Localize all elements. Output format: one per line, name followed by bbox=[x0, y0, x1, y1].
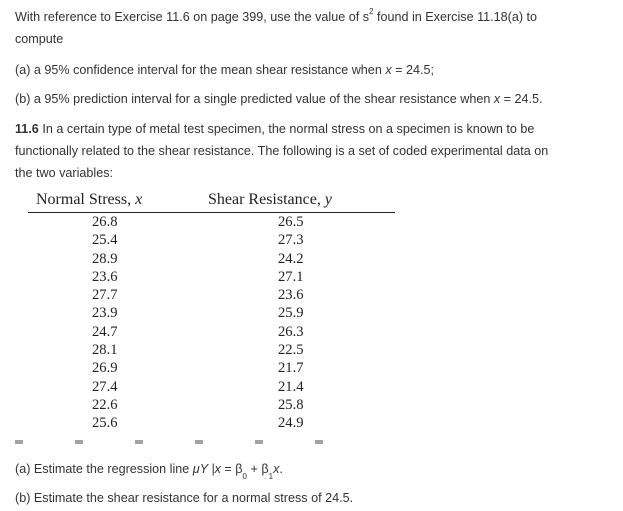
s-squared-superscript: 2 bbox=[369, 6, 374, 16]
shear-resistance-value: 21.4 bbox=[278, 378, 304, 395]
mu-y-given-x: μY |x bbox=[192, 462, 221, 476]
normal-stress-value: 26.9 bbox=[92, 360, 118, 377]
beta-one: + β bbox=[247, 462, 269, 476]
beta-zero: = β bbox=[220, 462, 243, 476]
clipped-text-remnant bbox=[15, 440, 355, 444]
header-y-label: Shear Resistance, bbox=[208, 191, 325, 208]
shear-resistance-value: 25.8 bbox=[278, 396, 304, 413]
exercise-line-1 bbox=[15, 118, 615, 140]
question-a-text bbox=[15, 458, 615, 480]
table-row bbox=[28, 213, 395, 231]
part-a-suffix: = 24.5; bbox=[391, 63, 434, 77]
part-a-text bbox=[15, 59, 615, 81]
intro-line-2: compute bbox=[15, 32, 64, 46]
table-row bbox=[28, 304, 395, 322]
table-body bbox=[28, 213, 395, 433]
table-row bbox=[28, 268, 395, 286]
data-table bbox=[28, 190, 395, 433]
intro-text-start: With reference to Exercise 11.6 on page 399, use the value of s bbox=[15, 10, 370, 24]
normal-stress-value: 24.7 bbox=[92, 323, 118, 340]
table-row bbox=[28, 378, 395, 396]
shear-resistance-value: 23.6 bbox=[278, 287, 304, 304]
part-b-prefix: (b) a 95% prediction interval for a single predicted value of the shear resistance when bbox=[15, 92, 494, 106]
normal-stress-value: 23.9 bbox=[92, 305, 118, 322]
normal-stress-value: 25.4 bbox=[92, 232, 118, 249]
header-x-variable: x bbox=[135, 191, 143, 208]
header-y-variable: y bbox=[324, 191, 332, 208]
shear-resistance-value: 25.9 bbox=[278, 305, 304, 322]
exercise-text-1: In a certain type of metal test specimen, the normal stress on a specimen is known to be bbox=[38, 122, 535, 136]
shear-resistance-value: 24.9 bbox=[278, 415, 304, 432]
shear-resistance-value: 26.3 bbox=[278, 323, 304, 340]
part-b-variable: x bbox=[493, 92, 501, 106]
table-row bbox=[28, 231, 395, 249]
part-a-prefix: (a) a 95% confidence interval for the mean shear resistance when bbox=[15, 63, 386, 77]
normal-stress-value: 25.6 bbox=[92, 415, 118, 432]
table-row bbox=[28, 396, 395, 414]
table-row bbox=[28, 359, 395, 377]
intro-paragraph bbox=[15, 6, 615, 50]
shear-resistance-value: 22.5 bbox=[278, 342, 304, 359]
shear-resistance-value: 26.5 bbox=[278, 214, 304, 230]
exercise-paragraph bbox=[15, 118, 615, 184]
table-row bbox=[28, 414, 395, 432]
table-row bbox=[28, 323, 395, 341]
part-a-variable: x bbox=[385, 63, 392, 77]
table-row bbox=[28, 250, 395, 268]
part-b-text bbox=[15, 88, 615, 110]
normal-stress-value: 28.9 bbox=[92, 250, 118, 267]
question-a-period: . bbox=[279, 462, 283, 476]
table-header bbox=[28, 190, 395, 213]
normal-stress-value: 23.6 bbox=[92, 268, 118, 285]
part-b-suffix: = 24.5. bbox=[500, 92, 543, 106]
normal-stress-value: 27.4 bbox=[92, 378, 118, 395]
shear-resistance-value: 24.2 bbox=[278, 250, 304, 267]
beta-zero-subscript: 0 bbox=[242, 471, 247, 481]
normal-stress-value: 27.7 bbox=[92, 287, 118, 304]
exercise-line-2: functionally related to the shear resistance. The following is a set of coded experimental data on bbox=[15, 144, 549, 158]
header-normal-stress bbox=[36, 191, 142, 209]
shear-resistance-value: 21.7 bbox=[278, 360, 304, 377]
header-x-label: Normal Stress, bbox=[36, 191, 136, 208]
shear-resistance-value: 27.1 bbox=[278, 268, 304, 285]
normal-stress-value: 26.8 bbox=[92, 214, 118, 230]
table-row bbox=[28, 341, 395, 359]
normal-stress-value: 22.6 bbox=[92, 396, 118, 413]
table-row bbox=[28, 286, 395, 304]
normal-stress-value: 28.1 bbox=[92, 342, 118, 359]
intro-text-end: found in Exercise 11.18(a) to bbox=[373, 10, 538, 24]
shear-resistance-value: 27.3 bbox=[278, 232, 304, 249]
question-a-prefix: (a) Estimate the regression line bbox=[15, 462, 193, 476]
question-a-variable: x bbox=[273, 462, 280, 476]
exercise-line-3: the two variables: bbox=[15, 166, 114, 180]
exercise-number: 11.6 bbox=[15, 122, 39, 136]
intro-line-1 bbox=[15, 6, 615, 28]
header-shear-resistance bbox=[208, 191, 332, 209]
beta-one-subscript: 1 bbox=[268, 471, 274, 481]
question-b-text: (b) Estimate the shear resistance for a normal stress of 24.5. bbox=[15, 491, 354, 505]
